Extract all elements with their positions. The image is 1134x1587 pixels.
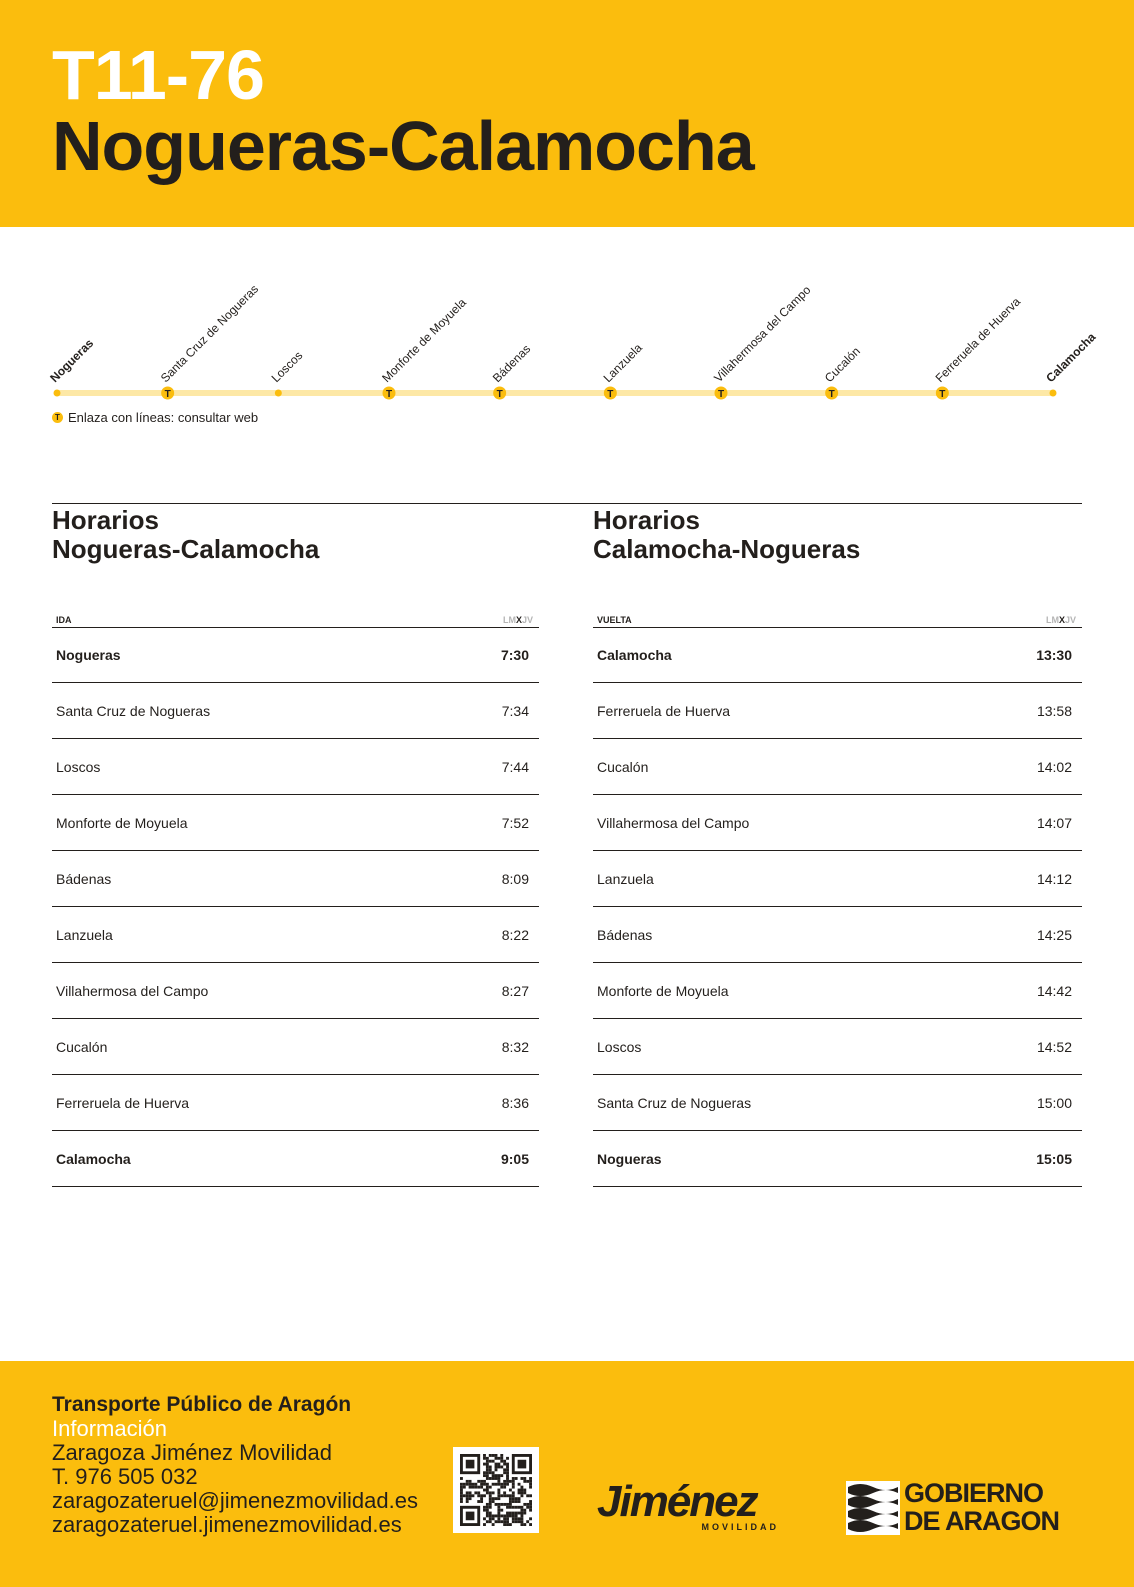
contact-info: [52, 1393, 418, 1537]
title-line-1: Horarios: [52, 505, 159, 535]
route-stop: [47, 336, 96, 397]
gobierno-logo-text: [904, 1479, 1059, 1535]
table-row: [593, 739, 1082, 795]
stop-label: Villahermosa del Campo: [711, 282, 814, 386]
connection-symbol: T: [939, 389, 946, 400]
departure-time: 7:30: [500, 646, 529, 663]
timetable-rows: [52, 627, 539, 1187]
stop-name: Ferreruela de Huerva: [597, 702, 731, 719]
stop-name: Nogueras: [597, 1150, 662, 1167]
departure-time: 14:07: [1036, 814, 1072, 831]
stop-label: Nogueras: [47, 336, 97, 386]
table-row: [52, 1075, 539, 1131]
stop-label: Bádenas: [489, 341, 534, 386]
stop-dot: [275, 390, 282, 397]
route-stop: [711, 283, 813, 400]
day-l: L: [1045, 615, 1052, 625]
footer: [0, 1361, 1134, 1587]
stop-name: Santa Cruz de Nogueras: [56, 702, 211, 719]
day-j: J: [521, 615, 527, 625]
connection-symbol: T: [717, 389, 725, 400]
departure-time: 14:52: [1036, 1038, 1072, 1055]
stop-label: Monforte de Moyuela: [379, 295, 469, 386]
title-line-2: Nogueras-Calamocha: [52, 534, 320, 564]
departure-time: 15:00: [1036, 1094, 1072, 1111]
line-code: T11-76: [52, 36, 264, 114]
table-row: [52, 851, 539, 907]
table-row: [52, 907, 539, 963]
connection-symbol: T: [828, 389, 835, 400]
jimenez-logo-sub: MOVILIDAD: [701, 1522, 779, 1532]
qr-code-icon[interactable]: [453, 1447, 539, 1533]
departure-time: 13:58: [1036, 702, 1072, 719]
stop-name: Bádenas: [597, 926, 653, 943]
days-label: [503, 615, 533, 625]
route-stop: [158, 282, 261, 400]
table-row: [593, 851, 1082, 907]
stop-dot: [1050, 390, 1057, 397]
table-row: [593, 627, 1082, 683]
table-header: [593, 613, 1082, 628]
stop-name: Lanzuela: [56, 926, 113, 943]
title-line-2: Calamocha-Nogueras: [593, 534, 861, 564]
legend: [52, 410, 258, 425]
route-track: [57, 390, 1053, 396]
table-row: [593, 795, 1082, 851]
table-row: [593, 1131, 1082, 1187]
day-x: X: [1058, 615, 1065, 625]
stop-label: Santa Cruz de Nogueras: [157, 281, 262, 386]
stop-name: Calamocha: [597, 646, 672, 663]
stop-name: Monforte de Moyuela: [597, 982, 729, 999]
timetable-rows: [593, 627, 1082, 1187]
stop-name: Loscos: [597, 1038, 642, 1055]
stop-label: Loscos: [268, 348, 306, 386]
route-stop: [1043, 330, 1098, 397]
stop-name: Ferreruela de Huerva: [56, 1094, 190, 1111]
table-row: [593, 1075, 1082, 1131]
departure-time: 8:22: [501, 926, 529, 943]
gobierno-line-1: GOBIERNO: [904, 1478, 1044, 1508]
legend-text: Enlaza con líneas: consultar web: [68, 410, 259, 425]
route-name: Nogueras-Calamocha: [52, 107, 754, 185]
stop-name: Santa Cruz de Nogueras: [597, 1094, 752, 1111]
stop-label: Lanzuela: [600, 340, 645, 386]
table-row: [52, 1019, 539, 1075]
table-row: [593, 1019, 1082, 1075]
direction-label: IDA: [56, 615, 72, 625]
email-link[interactable]: zaragozateruel@jimenezmovilidad.es: [52, 1488, 418, 1513]
days-label: [1046, 615, 1076, 625]
direction-label: VUELTA: [597, 615, 632, 625]
title-line-1: Horarios: [593, 505, 700, 535]
qr-code-graphic: [460, 1454, 532, 1526]
departure-time: 14:42: [1036, 982, 1072, 999]
day-j: J: [1064, 615, 1070, 625]
departure-time: 7:34: [501, 702, 529, 719]
phone-number[interactable]: T. 976 505 032: [52, 1464, 198, 1489]
route-diagram: [0, 227, 1134, 447]
departure-time: 14:02: [1036, 758, 1072, 775]
footer-title: Transporte Público de Aragón: [52, 1393, 352, 1416]
table-row: [52, 739, 539, 795]
stop-name: Villahermosa del Campo: [597, 814, 750, 831]
departure-time: 8:27: [501, 982, 529, 999]
route-stop: [933, 294, 1024, 400]
timetable-title: [593, 503, 1082, 564]
gobierno-aragon-logo: [846, 1479, 1086, 1537]
stop-name: Loscos: [56, 758, 101, 775]
day-m: M: [1051, 615, 1059, 625]
table-header: [52, 613, 539, 628]
departure-time: 8:36: [501, 1094, 529, 1111]
connection-icon: T: [52, 412, 63, 423]
table-row: [52, 795, 539, 851]
table-row: [52, 683, 539, 739]
stop-label: Ferreruela de Huerva: [932, 294, 1024, 386]
connection-symbol: T: [607, 389, 614, 400]
departure-time: 8:32: [501, 1038, 529, 1055]
stop-dot: [54, 390, 61, 397]
stop-name: Bádenas: [56, 870, 112, 887]
departure-time: 8:09: [501, 870, 529, 887]
departure-time: 14:25: [1036, 926, 1072, 943]
route-stop: [269, 348, 306, 396]
info-label: Información: [52, 1416, 167, 1441]
departure-time: 13:30: [1036, 646, 1072, 663]
header-banner: [0, 0, 1134, 227]
table-row: [52, 963, 539, 1019]
day-x: X: [515, 615, 522, 625]
stop-name: Cucalón: [597, 758, 649, 775]
departure-time: 7:52: [501, 814, 529, 831]
day-l: L: [502, 615, 509, 625]
day-m: M: [508, 615, 516, 625]
connection-symbol: T: [496, 389, 503, 400]
website-link[interactable]: zaragozateruel.jimenezmovilidad.es: [52, 1512, 402, 1537]
gobierno-line-2: DE ARAGON: [904, 1506, 1060, 1536]
departure-time: 14:12: [1036, 870, 1072, 887]
stop-name: Nogueras: [56, 646, 121, 663]
table-row: [593, 907, 1082, 963]
stop-label: Calamocha: [1043, 329, 1099, 386]
table-row: [593, 683, 1082, 739]
departure-time: 9:05: [500, 1150, 529, 1167]
company-name: Zaragoza Jiménez Movilidad: [52, 1440, 333, 1465]
route-stop: [379, 295, 469, 400]
connection-symbol: T: [385, 389, 393, 400]
timetable-return: [593, 503, 1082, 1167]
stop-name: Lanzuela: [597, 870, 654, 887]
stop-name: Villahermosa del Campo: [56, 982, 209, 999]
timetable-outbound: [52, 503, 539, 1167]
day-v: V: [526, 615, 533, 625]
aragon-emblem-icon: [846, 1481, 900, 1535]
day-v: V: [1069, 615, 1076, 625]
jimenez-logo: [597, 1477, 787, 1542]
jimenez-logo-word: Jiménez: [597, 1477, 757, 1526]
stop-name: Cucalón: [56, 1038, 108, 1055]
route-line: [0, 227, 1134, 407]
departure-time: 7:44: [501, 758, 529, 775]
connection-symbol: T: [164, 389, 171, 400]
table-row: [593, 963, 1082, 1019]
timetable-title: [52, 503, 539, 564]
stop-name: Monforte de Moyuela: [56, 814, 188, 831]
stop-label: Cucalón: [821, 344, 863, 386]
stop-name: Calamocha: [56, 1150, 131, 1167]
table-row: [52, 1131, 539, 1187]
departure-time: 15:05: [1036, 1150, 1072, 1167]
table-row: [52, 627, 539, 683]
